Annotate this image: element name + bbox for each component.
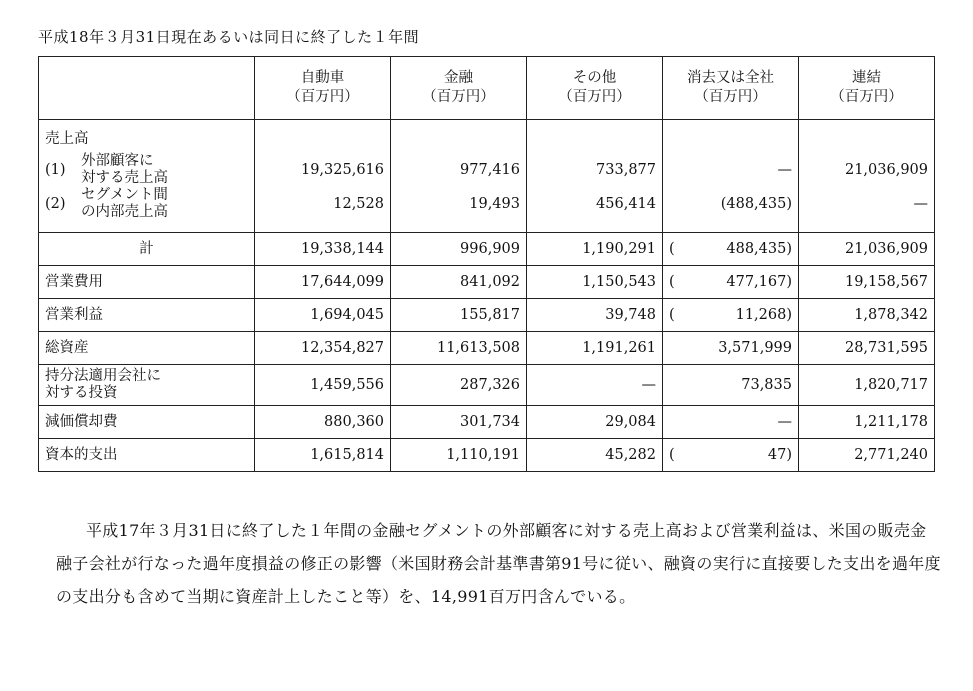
cell: 1,190,291 <box>527 233 663 266</box>
table-caption: 平成18年３月31日現在あるいは同日に終了した１年間 <box>38 28 420 46</box>
sales-label-cell <box>39 120 255 233</box>
sales-consolidated: 21,036,909 — <box>799 120 935 233</box>
cell: 19,158,567 <box>799 266 935 299</box>
sales-heading: 売上高 <box>45 131 89 147</box>
cell: 1,211,178 <box>799 406 935 439</box>
cell: 1,878,342 <box>799 299 935 332</box>
cell: 29,084 <box>527 406 663 439</box>
sales-finance: 977,416 19,493 <box>391 120 527 233</box>
sales-automobile: 19,325,616 12,528 <box>255 120 391 233</box>
cell: ( 488,435) <box>663 233 799 266</box>
header-finance: 金融 （百万円） <box>391 57 527 120</box>
row-label: 減価償却費 <box>39 406 255 439</box>
segment-table <box>38 56 935 472</box>
cell: ( 47) <box>663 439 799 472</box>
cell: 1,191,261 <box>527 332 663 365</box>
cell: 1,820,717 <box>799 365 935 406</box>
footnote-text: 平成17年３月31日に終了した１年間の金融セグメントの外部顧客に対する売上高および営業利益は、米国の販売金融子会社が行なった過年度損益の修正の影響（米国財務会計基準書第91号に従い、融資の実行に直接要した支出を過年度の支出分も含めて当期に資産計上したこと等）を、14,991百万円含んでいる。 <box>56 521 941 606</box>
header-elimination: 消去又は全社 （百万円） <box>663 57 799 120</box>
cell: 21,036,909 <box>799 233 935 266</box>
cell: 2,771,240 <box>799 439 935 472</box>
capital-expenditure-row <box>39 439 935 472</box>
header-blank <box>39 57 255 120</box>
cell: 45,282 <box>527 439 663 472</box>
cell: ( 477,167) <box>663 266 799 299</box>
cell: 1,150,543 <box>527 266 663 299</box>
row-label: 営業利益 <box>39 299 255 332</box>
cell: 1,459,556 <box>255 365 391 406</box>
header-other: その他 （百万円） <box>527 57 663 120</box>
row-label: 資本的支出 <box>39 439 255 472</box>
external-sales-label: (1) 外部顧客に 対する売上高 <box>45 153 168 186</box>
cell: 11,613,508 <box>391 332 527 365</box>
cell: 3,571,999 <box>663 332 799 365</box>
sales-elimination: — ( 488,435) <box>663 120 799 233</box>
operating-expenses-row <box>39 266 935 299</box>
cell: 39,748 <box>527 299 663 332</box>
operating-income-row <box>39 299 935 332</box>
total-row <box>39 233 935 266</box>
row-label: 持分法適用会社に 対する投資 <box>39 365 255 406</box>
intersegment-sales-label: (2) セグメント間 の内部売上高 <box>45 187 168 220</box>
cell: 1,694,045 <box>255 299 391 332</box>
cell: 841,092 <box>391 266 527 299</box>
equity-method-investment-row <box>39 365 935 406</box>
row-label: 総資産 <box>39 332 255 365</box>
footnote <box>56 514 942 613</box>
cell: 19,338,144 <box>255 233 391 266</box>
sales-row <box>39 120 935 233</box>
cell: 1,615,814 <box>255 439 391 472</box>
cell: 28,731,595 <box>799 332 935 365</box>
header-automobile: 自動車 （百万円） <box>255 57 391 120</box>
cell: — <box>663 406 799 439</box>
sales-other: 733,877 456,414 <box>527 120 663 233</box>
header-consolidated: 連結 （百万円） <box>799 57 935 120</box>
cell: 880,360 <box>255 406 391 439</box>
cell: — <box>527 365 663 406</box>
cell: 155,817 <box>391 299 527 332</box>
cell: 287,326 <box>391 365 527 406</box>
cell: 1,110,191 <box>391 439 527 472</box>
header-row <box>39 57 935 120</box>
row-label: 計 <box>39 233 255 266</box>
total-assets-row <box>39 332 935 365</box>
cell: ( 11,268) <box>663 299 799 332</box>
depreciation-row <box>39 406 935 439</box>
row-label: 営業費用 <box>39 266 255 299</box>
cell: 73,835 <box>663 365 799 406</box>
cell: 17,644,099 <box>255 266 391 299</box>
cell: 301,734 <box>391 406 527 439</box>
cell: 996,909 <box>391 233 527 266</box>
cell: 12,354,827 <box>255 332 391 365</box>
